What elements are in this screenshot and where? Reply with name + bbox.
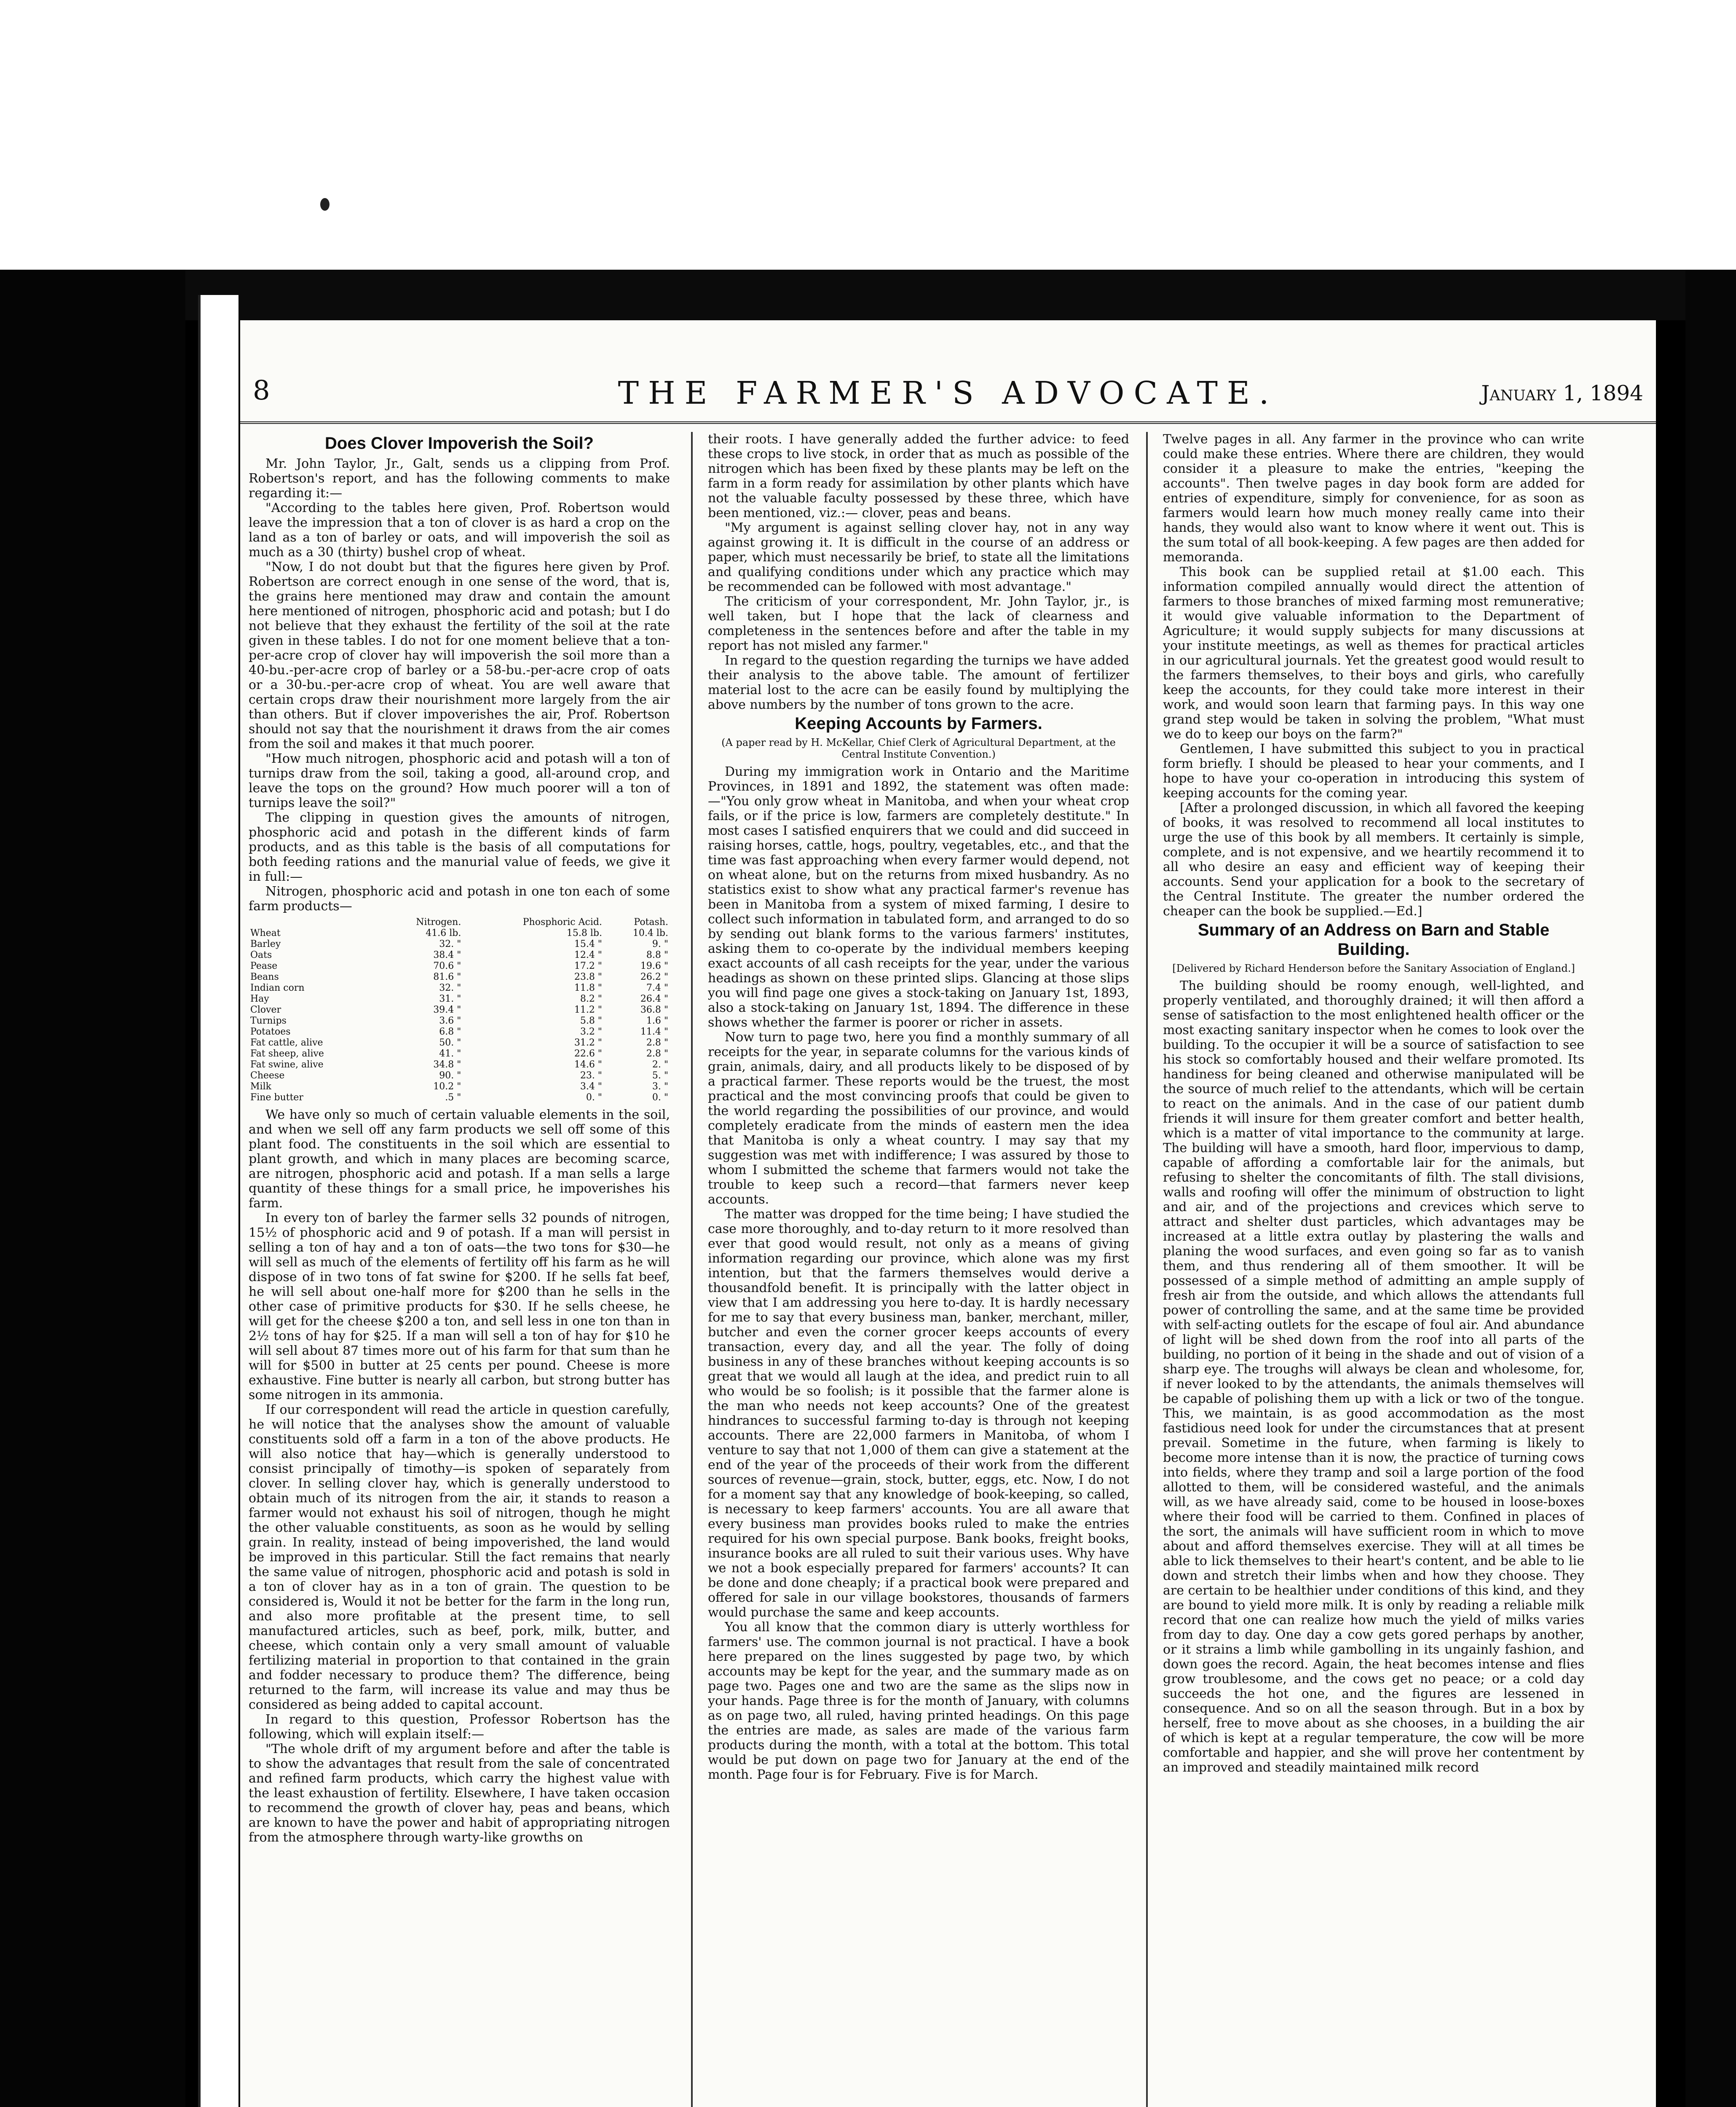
paragraph: In regard to this question, Professor Robertson has the following, which will explain itself:— [249,1712,670,1742]
table-cell-value: 41.6 lb. [426,928,461,938]
table-cell-value: 0. " [652,1092,668,1103]
film-border-right [1685,270,1736,2107]
table-cell-value: 10.4 lb. [632,928,668,938]
table-row [249,928,670,939]
table-cell-value: 8.2 " [580,994,602,1004]
paragraph: We have only so much of certain valuable elements in the soil, and when we sell off any farm products we sell off some of this plant food. The constituents in the soil which are essential to plant growth, and which in many places are becoming scarce, are nitrogen, phosphoric acid and potash. If a man sells a large quantity of these things for a small price, he impoverishes his farm. [249,1107,670,1211]
table-row [249,1070,670,1081]
paragraph: "Now, I do not doubt but that the figures here given by Prof. Robertson are correct enough in one sense of the word, that is, the grains here mentioned may draw and contain the amount here mentioned of nitrogen, phosphoric acid and potash; but I do not believe that they exhaust the fertility of the soil at the rate given in these tables. I do not for one moment believe that a ton-per-acre crop of clover hay will impoverish the soil more than a 40-bu.-per-acre crop of barley or a 58-bu.-per-acre crop of oats or a 30-bu.-per-acre crop of wheat. You are well aware that certain crops draw their nourishment more largely from the air than others. But if clover impoverishes the air, Prof. Robertson should not say that the nourishment it draws from the air comes from the soil and makes it that much poorer. [249,560,670,751]
table-header-row [249,917,670,928]
paragraph: Mr. John Taylor, Jr., Galt, sends us a clipping from Prof. Robertson's report, and has the following comments to make regarding it:— [249,456,670,501]
table-row [249,961,670,972]
table-cell-value: 12.4 " [574,950,602,960]
table-cell-value: 23.8 " [574,972,602,982]
table-cell-value: 39.4 " [433,1005,461,1015]
table-cell-value: 41. " [439,1048,461,1059]
table-row [249,1081,670,1092]
table-cell-product: Indian corn [250,983,305,993]
paragraph: The clipping in question gives the amounts of nitrogen, phosphoric acid and potash in the different kinds of farm products, and as this table is the basis of all computations for both feeding rations and the manurial value of feeds, we give it in full:— [249,810,670,884]
table-body [249,928,670,1103]
table-cell-value: 7.4 " [646,983,668,993]
paragraph: You all know that the common diary is utterly worthless for farmers' use. The common journal is not practical. I have a book here prepared on the lines suggested by page two, by which accounts may be kept for the year, and the summary made as on page two. Pages one and two are the same as the slips now in your hands. Page three is for the month of January, with columns as on page two, all ruled, having printed headings. On this page the entries are made, as sales are made of the various farm products during the month, with a total at the bottom. This total would be put down on page two for January at the end of the month. Page four is for February. Five is for March. [708,1620,1129,1782]
byline: [Delivered by Richard Henderson before the Sanitary Association of England.] [1172,962,1575,974]
table-cell-product: Fine butter [250,1092,303,1103]
paragraph: The criticism of your correspondent, Mr. John Taylor, jr., is well taken, but I hope that the lack of clearness and completeness in the sentences before and after the table in my report has not misled any farmer." [708,594,1129,653]
paragraph: The matter was dropped for the time being; I have studied the case more thoroughly, and to-day return to it more resolved than ever that good would result, not only as a means of giving information regarding our province, which alone was my first intention, but that the farmers themselves would derive a thousandfold benefit. It is principally with the latter object in view that I am addressing you here to-day. It is hardly necessary for me to say that every business man, banker, merchant, miller, butcher and even the corner grocer keeps accounts of every transaction, every day, and all the year. The folly of doing business in any of these branches without keeping accounts is so great that we would all laugh at the idea, and predict ruin to all who would be so foolish; is it possible that the farmer alone is the man who needs not keep accounts? One of the greatest hindrances to successful farming to-day is through not keeping accounts. There are 22,000 farmers in Manitoba, of whom I venture to say that not 1,000 of them can give a statement at the end of the year of the proceeds of their work from the different sources of revenue—grain, stock, butter, eggs, etc. Now, I do not for a moment say that any knowledge of book-keeping, so called, is necessary to keep farmers' accounts. You are all aware that every business man provides books ruled to make the entries required for his own special purpose. Bank books, freight books, insurance books are all ruled to suit their various uses. Why have we not a book especially prepared for farmers' accounts? It can be done and done cheaply; if a practical book were prepared and offered for sale in our village bookstores, thousands of farmers would purchase the same and keep accounts. [708,1207,1129,1620]
table-cell-value: 0. " [586,1092,602,1103]
table-row [249,994,670,1005]
paragraph: In regard to the question regarding the turnips we have added their analysis to the above table. The amount of fertilizer material lost to the acre can be easily found by multiplying the above numbers by the number of tons grown to the acre. [708,653,1129,712]
table-cell-value: 14.6 " [574,1059,602,1070]
paragraph: [After a prolonged discussion, in which all favored the keeping of books, it was resolved to recommend all local institutes to urge the use of this book by all members. It certainly is simple, complete, and is not expensive, and we heartily recommend it to all who desire an easy and efficient way of keeping their accounts. Send your application for a book to the secretary of the Central Institute. The greater the number ordered the cheaper can the book be supplied.—Ed.] [1163,801,1584,919]
paragraph: Twelve pages in all. Any farmer in the province who can write could make these entries. Where there are children, they would consider it a pleasure to make the entries, "keeping the accounts". Then twelve pages in day book form are added for entries of expenditure, simply for convenience, for as soon as farmers would learn how much money really came into their hands, they would also want to know where it went out. This is the sum total of all book-keeping. A few pages are then added for memoranda. [1163,432,1584,565]
table-cell-product: Pease [250,961,278,971]
nutrient-table [249,917,670,1103]
table-cell-value: 26.4 " [640,994,668,1004]
table-cell-product: Wheat [250,928,281,938]
column-rule [1146,432,1148,2107]
table-header: Phosphoric Acid. [522,917,602,928]
article-title-clover: Does Clover Impoverish the Soil? [325,434,594,453]
table-cell-product: Fat swine, alive [250,1059,324,1070]
table-cell-value: .5 " [445,1092,461,1103]
page-edge [198,295,238,2107]
table-cell-value: 1.6 " [646,1016,668,1026]
table-cell-value: 22.6 " [574,1048,602,1059]
table-cell-value: 2.8 " [646,1048,668,1059]
table-cell-value: 5. " [652,1070,668,1081]
film-border-top [0,0,1736,270]
paragraph: Nitrogen, phosphoric acid and potash in one ton each of some farm products— [249,884,670,914]
table-cell-value: 26.2 " [640,972,668,982]
table-row [249,972,670,983]
table-cell-product: Turnips [250,1016,287,1026]
table-cell-value: 31. " [439,994,461,1004]
table-cell-value: 6.8 " [439,1027,461,1037]
column-3 [1163,432,1584,2107]
table-cell-value: 11.8 " [574,983,602,993]
column-2 [708,432,1129,2107]
film-speck [320,198,330,211]
table-header: Nitrogen. [416,917,461,928]
table-cell-value: 36.8 " [640,1005,668,1015]
table-row [249,1027,670,1037]
table-cell-value: 15.8 lb. [566,928,602,938]
table-cell-value: 19.6 " [640,961,668,971]
table-cell-value: 11.4 " [640,1027,668,1037]
column-1 [249,432,670,2107]
table-row [249,1005,670,1016]
byline: (A paper read by H. McKellar, Chief Clerk of Agricultural Department, at the Central Institute Convention.) [721,737,1116,760]
table-row [249,983,670,994]
table-cell-value: 9. " [652,939,668,949]
table-row [249,1037,670,1048]
paragraph: Gentlemen, I have submitted this subject to you in practical form briefly. I should be pleased to hear your comments, and I hope to have your co-operation in introducing this system of keeping accounts for the coming year. [1163,742,1584,801]
paragraph: During my immigration work in Ontario and the Maritime Provinces, in 1891 and 1892, the statement was often made:—"You only grow wheat in Manitoba, and when your wheat crop fails, or if the price is low, farmers are completely destitute." In most cases I satisfied enquirers that we could and did succeed in raising horses, cattle, hogs, poultry, vegetables, etc., and that the time was fast approaching when every farmer would depend, not on wheat alone, but on the returns from mixed husbandry. As no statistics exist to show what any practical farmer's revenue has been in Manitoba from a system of mixed farming, I desire to collect such information in tabulated form, and arranged to do so by sending out blank forms to the various farmers' institutes, asking them to co-operate by the individual members keeping exact accounts of all cash receipts for the year, under the various headings as shown on these printed slips. Glancing at those slips you will find page one gives a stock-taking on January 1st, 1893, also a stock-taking on January 1st, 1894. The difference in these shows whether the farmer is poorer or richer in assets. [708,764,1129,1030]
table-row [249,1059,670,1070]
table-cell-value: 90. " [439,1070,461,1081]
table-cell-value: 17.2 " [574,961,602,971]
column-rule [691,432,693,2107]
table-cell-value: 3.4 " [580,1081,602,1092]
table-cell-value: 15.4 " [574,939,602,949]
table-cell-product: Oats [250,950,272,960]
article-title-barn: Summary of an Address on Barn and Stable Building. [1198,921,1550,959]
table-cell-product: Clover [250,1005,281,1015]
paragraph: The building should be roomy enough, well-lighted, and properly ventilated, and thoroughly drained; it will then afford a sense of satisfaction to the most enlightened health officer or the most exacting sanitary inspector when he comes to look over the building. To the occupier it will be a source of satisfaction to see his stock so comfortably housed and their welfare promoted. Its handiness for being cleaned and otherwise manipulated will be the source of much relief to the attendants, which will be certain to react on the animals. And in the case of our patient dumb friends it will insure for them greater comfort and better health, which is a matter of vital importance to the community at large. The building will have a smooth, hard floor, impervious to damp, capable of affording a comfortable lair for the animals, but refusing to shelter the concomitants of filth. The stall divisions, walls and roofing will offer the minimum of obstruction to light and air, and of the projections and crevices which serve to attract and shelter dust particles, which advantages may be increased at a little extra outlay by plastering the walls and planing the wood surfaces, and even going so far as to vanish them, and thus rendering all of them smoother. It will be possessed of a simple method of admitting an ample supply of fresh air from the outside, and which allows the attendants full power of controlling the same, and at the same time be provided with self-acting outlets for the escape of foul air. And abundance of light will be shed down from the roof into all parts of the building, no portion of it being in the shade and out of vision of a sharp eye. The troughs will always be clean and wholesome, for, if never looked to by the attendants, the animals themselves will be capable of polishing them up with a lick or two of the tongue. This, we maintain, is as good accommodation as the most fastidious need look for under the circumstances that at present prevail. Sometime in the future, when farming is likely to become more intense than it is now, the practice of turning cows into fields, where they tramp and soil a large portion of the food allotted to them, will be considered wasteful, and the animals will, as we have already said, come to be housed in loose-boxes where their food will be carried to them. Confined in places of the sort, the animals will have sufficient room in which to move about and afford themselves exercise. They will at all times be able to lick themselves to their heart's content, and be able to lie down and stretch their limbs when and how they choose. They are certain to be healthier under conditions of this kind, and they are bound to yield more milk. It is only by reading a reliable milk record that one can realize how much the yield of milks varies from day to day. One day a cow gets gored perhaps by another, or it strains a limb while gambolling in its ungainly fashion, and down goes the record. Again, the heat becomes intense and flies grow troublesome, and the cows get no peace; or a cold day succeeds the hot one, and the figures are lessened in consequence. And so on all the season through. But in a box by herself, free to move about as she chooses, in a building the air of which is kept at a regular temperature, the cow will be more comfortable and happier, and she will prove her contentment by an improved and steadily maintained milk record [1163,978,1584,1775]
article-title-accounts: Keeping Accounts by Farmers. [795,714,1042,733]
table-header: Potash. [634,917,668,928]
table-cell-value: 3. " [652,1081,668,1092]
table-cell-value: 32. " [439,983,461,993]
table-cell-product: Milk [250,1081,271,1092]
table-cell-value: 3.2 " [580,1027,602,1037]
table-cell-product: Beans [250,972,279,982]
paragraph: In every ton of barley the farmer sells 32 pounds of nitrogen, 15½ of phosphoric acid and 9 of potash. If a man will persist in selling a ton of hay and a ton of oats—the two tons for $30—he will sell as much of the elements of fertility off his farm as he will dispose of in two tons of fat swine for $200. If he sells fat beef, he will sell about one-half more for $200 than he sells in the other case of primitive products for $30. If he sells cheese, he will get for the cheese $200 a ton, and sell less in one ton than in 2½ tons of hay for $25. If a man will sell a ton of hay for $10 he will sell about 87 times more out of his farm for that sum than he will for $500 in butter at 25 cents per pound. Cheese is more exhaustive. Fine butter is nearly all carbon, but strong butter has some nitrogen in its ammonia. [249,1211,670,1402]
masthead: THE FARMER'S ADVOCATE. [618,375,1278,411]
table-cell-value: 11.2 " [574,1005,602,1015]
paragraph: "My argument is against selling clover hay, not in any way against growing it. It is difficult in the course of an address or paper, which must necessarily be brief, to state all the limitations and qualifying conditions under which any practice which may be recommended can be followed with most advantage." [708,520,1129,594]
table-cell-value: 34.8 " [433,1059,461,1070]
page-number: 8 [253,375,270,406]
newspaper-page [240,320,1656,2107]
table-cell-value: 50. " [439,1037,461,1048]
table-cell-product: Cheese [250,1070,285,1081]
paragraph: "How much nitrogen, phosphoric acid and potash will a ton of turnips draw from the soil, taking a good, all-around crop, and leave the tops on the ground? How much poorer will a ton of turnips leave the soil?" [249,751,670,810]
table-cell-value: 8.8 " [646,950,668,960]
table-cell-value: 10.2 " [433,1081,461,1092]
table-cell-value: 2.8 " [646,1037,668,1048]
table-row [249,1016,670,1027]
paragraph: "According to the tables here given, Prof. Robertson would leave the impression that a ton of clover is as hard a crop on the land as a ton of barley or oats, and will impoverish the soil as much as a 30 (thirty) bushel crop of wheat. [249,501,670,560]
table-row [249,939,670,950]
table-cell-product: Hay [250,994,269,1004]
table-row [249,950,670,961]
page-header [240,375,1656,424]
film-border-left [0,270,185,2107]
table-row [249,1092,670,1103]
table-cell-product: Barley [250,939,281,949]
table-cell-value: 5.8 " [580,1016,602,1026]
table-cell-value: 31.2 " [574,1037,602,1048]
table-cell-value: 38.4 " [433,950,461,960]
table-cell-value: 70.6 " [433,961,461,971]
table-cell-product: Potatoes [250,1027,291,1037]
issue-date: January 1, 1894 [1481,381,1643,405]
table-cell-value: 32. " [439,939,461,949]
table-cell-value: 3.6 " [439,1016,461,1026]
table-cell-value: 2. " [652,1059,668,1070]
table-cell-value: 23. " [580,1070,602,1081]
table-cell-product: Fat cattle, alive [250,1037,323,1048]
table-row [249,1048,670,1059]
table-cell-product: Fat sheep, alive [250,1048,324,1059]
page-shadow [185,270,1685,320]
paragraph: Now turn to page two, here you find a monthly summary of all receipts for the year, in separate columns for the various kinds of grain, animals, dairy, and all products likely to be disposed of by a practical farmer. These reports would be the truest, the most practical and the most convincing proofs that could be given to the world regarding the possibilities of our province, and would completely eradicate from the minds of eastern men the idea that Manitoba is only a wheat country. I may say that my suggestion was met with indifference; I was assured by those to whom I submitted the scheme that farmers would not take the trouble to keep such a record—that farmers never keep accounts. [708,1030,1129,1207]
paragraph: If our correspondent will read the article in question carefully, he will notice that the analyses show the amount of valuable constituents sold off a farm in a ton of the above products. He will also notice that hay—which is generally understood to consist principally of timothy—is spoken of separately from clover. In selling clover hay, which is generally understood to obtain much of its nitrogen from the air, it stands to reason a farmer would not exhaust his soil of nitrogen, though he might the other valuable constituents, as soon as he would by selling grain. In reality, instead of being impoverished, the land would be improved in this particular. Still the fact remains that nearly the same value of nitrogen, phosphoric acid and potash is sold in a ton of clover hay as in a ton of grain. The question to be considered is, Would it not be better for the farm in the long run, and also more profitable at the present time, to sell manufactured articles, such as beef, pork, milk, butter, and cheese, which contain only a very small amount of valuable fertilizing material in proportion to that contained in the grain and fodder necessary to produce them? The difference, being returned to the farm, will increase its value and may thus be considered as being added to capital account. [249,1402,670,1712]
paragraph: their roots. I have generally added the further advice: to feed these crops to live stock, in order that as much as possible of the nitrogen which has been fixed by these plants may be left on the farm in a form ready for assimilation by other plants which have not the valuable faculty possessed by these three, which have been mentioned, viz.:— clover, peas and beans. [708,432,1129,520]
table-header [249,917,380,928]
paragraph: This book can be supplied retail at $1.00 each. This information compiled annually would direct the attention of farmers to those branches of mixed farming most remunerative; it would give valuable information to the Department of Agriculture; it would supply subjects for many discussions at your institute meetings, as well as themes for practical articles in our agricultural journals. Yet the greatest good would result to the farmers themselves, to their boys and girls, who carefully keep the accounts, for they could take more interest in their work, and would soon learn that farming pays. In this way one grand step would be taken in solving the problem, "What must we do to keep our boys on the farm?" [1163,565,1584,742]
table-cell-value: 81.6 " [433,972,461,982]
paragraph: "The whole drift of my argument before and after the table is to show the advantages that result from the sale of concentrated and refined farm products, which carry the highest value with the least exhaustion of fertility. Elsewhere, I have taken occasion to recommend the growth of clover hay, peas and beans, which are known to have the power and habit of appropriating nitrogen from the atmosphere through warty-like growths on [249,1742,670,1845]
